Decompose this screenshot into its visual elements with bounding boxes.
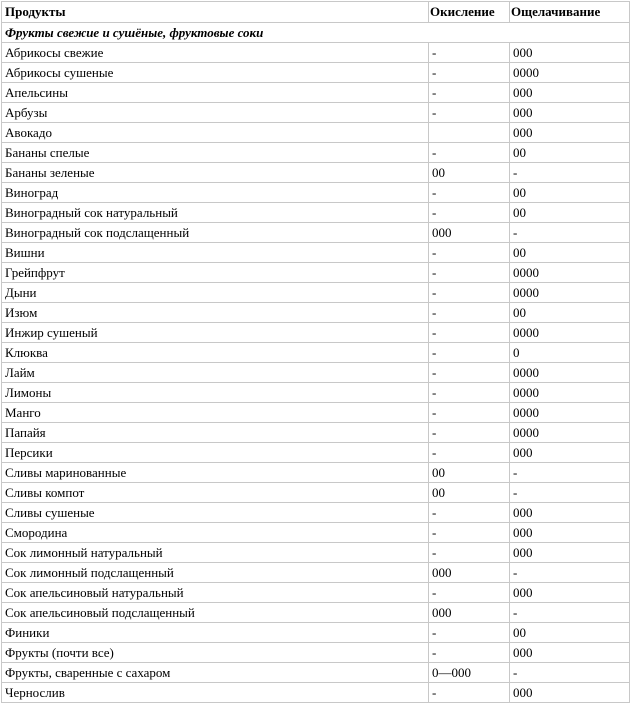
- alkalization-value: 00: [510, 183, 630, 203]
- alkalization-value: 00: [510, 623, 630, 643]
- oxidation-value: -: [429, 443, 510, 463]
- oxidation-value: -: [429, 323, 510, 343]
- alkalization-value: 00: [510, 243, 630, 263]
- table-row: [2, 163, 630, 183]
- product-name: Грейпфрут: [2, 263, 429, 283]
- alkalization-value: 000: [510, 43, 630, 63]
- alkalization-value: 0000: [510, 403, 630, 423]
- alkalization-value: 0000: [510, 423, 630, 443]
- alkalization-value: 0000: [510, 283, 630, 303]
- oxidation-value: -: [429, 643, 510, 663]
- header-alkalization: Ощелачивание: [510, 2, 630, 23]
- table-row: [2, 143, 630, 163]
- product-name: Фрукты (почти все): [2, 643, 429, 663]
- oxidation-value: 0—000: [429, 663, 510, 683]
- alkalization-value: 0000: [510, 383, 630, 403]
- table-row: [2, 663, 630, 683]
- food-acidity-table: [1, 1, 630, 703]
- product-name: Лайм: [2, 363, 429, 383]
- alkalization-value: -: [510, 463, 630, 483]
- alkalization-value: 000: [510, 503, 630, 523]
- oxidation-value: -: [429, 523, 510, 543]
- alkalization-value: -: [510, 563, 630, 583]
- oxidation-value: -: [429, 403, 510, 423]
- oxidation-value: -: [429, 283, 510, 303]
- table-row: [2, 423, 630, 443]
- oxidation-value: -: [429, 203, 510, 223]
- product-name: Инжир сушеный: [2, 323, 429, 343]
- header-row: [2, 2, 630, 23]
- table-row: [2, 683, 630, 703]
- alkalization-value: -: [510, 663, 630, 683]
- product-name: Финики: [2, 623, 429, 643]
- alkalization-value: 000: [510, 643, 630, 663]
- table-row: [2, 43, 630, 63]
- alkalization-value: 000: [510, 683, 630, 703]
- alkalization-value: 000: [510, 443, 630, 463]
- alkalization-value: 000: [510, 543, 630, 563]
- section-title: Фрукты свежие и сушёные, фруктовые соки: [2, 23, 630, 43]
- table-row: [2, 403, 630, 423]
- alkalization-value: 000: [510, 523, 630, 543]
- table-row: [2, 183, 630, 203]
- alkalization-value: 000: [510, 123, 630, 143]
- product-name: Фрукты, сваренные с сахаром: [2, 663, 429, 683]
- product-name: Виноградный сок натуральный: [2, 203, 429, 223]
- table-row: [2, 563, 630, 583]
- product-name: Бананы зеленые: [2, 163, 429, 183]
- product-name: Сок лимонный натуральный: [2, 543, 429, 563]
- oxidation-value: -: [429, 103, 510, 123]
- oxidation-value: -: [429, 83, 510, 103]
- alkalization-value: -: [510, 603, 630, 623]
- oxidation-value: -: [429, 263, 510, 283]
- product-name: Виноград: [2, 183, 429, 203]
- oxidation-value: -: [429, 423, 510, 443]
- oxidation-value: -: [429, 383, 510, 403]
- oxidation-value: [429, 123, 510, 143]
- table-row: [2, 503, 630, 523]
- table-row: [2, 623, 630, 643]
- table-row: [2, 263, 630, 283]
- product-name: Манго: [2, 403, 429, 423]
- oxidation-value: -: [429, 63, 510, 83]
- table-row: [2, 103, 630, 123]
- oxidation-value: -: [429, 543, 510, 563]
- table-row: [2, 583, 630, 603]
- alkalization-value: 00: [510, 143, 630, 163]
- alkalization-value: 0000: [510, 263, 630, 283]
- alkalization-value: 000: [510, 83, 630, 103]
- product-name: Апельсины: [2, 83, 429, 103]
- product-name: Сок лимонный подслащенный: [2, 563, 429, 583]
- oxidation-value: -: [429, 363, 510, 383]
- table-row: [2, 303, 630, 323]
- product-name: Арбузы: [2, 103, 429, 123]
- oxidation-value: -: [429, 503, 510, 523]
- product-name: Сливы сушеные: [2, 503, 429, 523]
- oxidation-value: 00: [429, 163, 510, 183]
- product-name: Персики: [2, 443, 429, 463]
- table-row: [2, 223, 630, 243]
- alkalization-value: 000: [510, 583, 630, 603]
- alkalization-value: 0: [510, 343, 630, 363]
- oxidation-value: 00: [429, 483, 510, 503]
- oxidation-value: 00: [429, 463, 510, 483]
- oxidation-value: -: [429, 583, 510, 603]
- oxidation-value: -: [429, 183, 510, 203]
- product-name: Сок апельсиновый подслащенный: [2, 603, 429, 623]
- table-row: [2, 483, 630, 503]
- product-name: Виноградный сок подслащенный: [2, 223, 429, 243]
- table-row: [2, 83, 630, 103]
- alkalization-value: 0000: [510, 363, 630, 383]
- alkalization-value: -: [510, 483, 630, 503]
- oxidation-value: -: [429, 303, 510, 323]
- table-row: [2, 543, 630, 563]
- product-name: Дыни: [2, 283, 429, 303]
- oxidation-value: -: [429, 343, 510, 363]
- oxidation-value: -: [429, 43, 510, 63]
- product-name: Сливы маринованные: [2, 463, 429, 483]
- oxidation-value: 000: [429, 223, 510, 243]
- table-row: [2, 243, 630, 263]
- product-name: Абрикосы сушеные: [2, 63, 429, 83]
- product-name: Смородина: [2, 523, 429, 543]
- alkalization-value: 00: [510, 303, 630, 323]
- product-name: Вишни: [2, 243, 429, 263]
- table-row: [2, 283, 630, 303]
- oxidation-value: -: [429, 243, 510, 263]
- product-name: Сок апельсиновый натуральный: [2, 583, 429, 603]
- oxidation-value: -: [429, 623, 510, 643]
- alkalization-value: -: [510, 163, 630, 183]
- product-name: Чернослив: [2, 683, 429, 703]
- table-row: [2, 523, 630, 543]
- product-name: Изюм: [2, 303, 429, 323]
- table-row: [2, 323, 630, 343]
- table-row: [2, 643, 630, 663]
- table-row: [2, 343, 630, 363]
- table-row: [2, 383, 630, 403]
- oxidation-value: 000: [429, 563, 510, 583]
- alkalization-value: 00: [510, 203, 630, 223]
- table-row: [2, 603, 630, 623]
- product-name: Бананы спелые: [2, 143, 429, 163]
- table-row: [2, 463, 630, 483]
- product-name: Клюква: [2, 343, 429, 363]
- oxidation-value: 000: [429, 603, 510, 623]
- header-oxidation: Окисление: [429, 2, 510, 23]
- table-row: [2, 363, 630, 383]
- alkalization-value: 0000: [510, 323, 630, 343]
- table-row: [2, 203, 630, 223]
- product-name: Абрикосы свежие: [2, 43, 429, 63]
- alkalization-value: -: [510, 223, 630, 243]
- table-row: [2, 123, 630, 143]
- product-name: Папайя: [2, 423, 429, 443]
- section-row: [2, 23, 630, 43]
- alkalization-value: 000: [510, 103, 630, 123]
- table-row: [2, 63, 630, 83]
- alkalization-value: 0000: [510, 63, 630, 83]
- table-row: [2, 443, 630, 463]
- product-name: Сливы компот: [2, 483, 429, 503]
- oxidation-value: -: [429, 143, 510, 163]
- oxidation-value: -: [429, 683, 510, 703]
- product-name: Авокадо: [2, 123, 429, 143]
- header-products: Продукты: [2, 2, 429, 23]
- product-name: Лимоны: [2, 383, 429, 403]
